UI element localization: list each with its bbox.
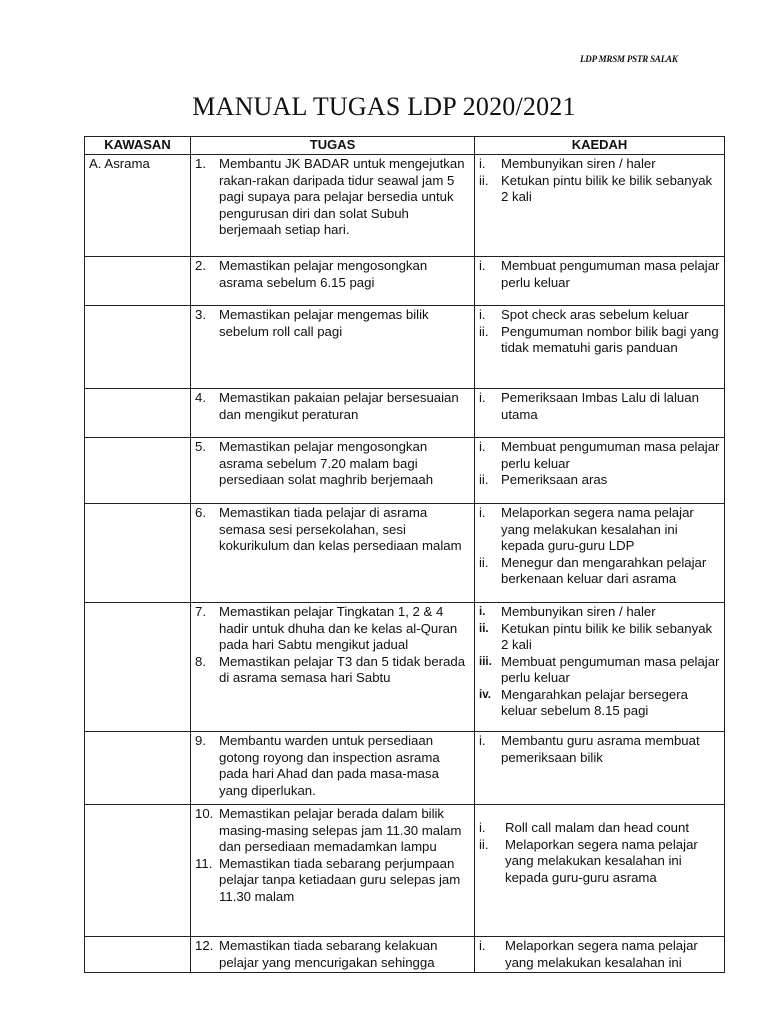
- method-item: ii. Melaporkan segera nama pelajar yang melakukan kesalahan ini kepada guru-guru asrama: [479, 836, 698, 885]
- task-cell: [191, 438, 475, 504]
- task-item: 1. Membantu JK BADAR untuk mengejutkan rakan-rakan daripada tidur seawal jam 5 pagi supaya para pelajar bersedia untuk pengurusan diri dan solat Subuh berjemaah setiap hari.: [195, 156, 465, 237]
- area-cell: [85, 504, 191, 603]
- method-item: ii. Pengumuman nombor bilik bagi yang tidak mematuhi garis panduan: [479, 323, 719, 355]
- method-item: i. Roll call malam dan head count: [479, 820, 689, 835]
- task-cell: [191, 603, 475, 732]
- header-reference: LDP MRSM PSTR SALAK: [580, 54, 678, 64]
- method-item: ii. Menegur dan mengarahkan pelajar berkenaan keluar dari asrama: [479, 554, 707, 586]
- method-item: i. Spot check aras sebelum keluar: [479, 307, 689, 322]
- method-item: i. Membantu guru asrama membuat pemeriksaan bilik: [479, 733, 700, 765]
- task-cell: [191, 257, 475, 306]
- task-item: 10. Memastikan pelajar berada dalam bilik masing-masing selepas jam 11.30 malam dan persediaan memadamkan lampu: [195, 806, 462, 854]
- method-cell: [475, 504, 725, 603]
- table-row: [85, 603, 725, 732]
- table-row: [85, 438, 725, 504]
- task-item: 12. Memastikan tiada sebarang kelakuan pelajar yang mencurigakan sehingga: [195, 938, 438, 970]
- table-row: [85, 257, 725, 306]
- area-cell: [85, 438, 191, 504]
- method-item: i. Membuat pengumuman masa pelajar perlu keluar: [479, 439, 720, 471]
- method-item: iv. Mengarahkan pelajar bersegera keluar sebelum 8.15 pagi: [479, 686, 688, 718]
- task-item: 5. Memastikan pelajar mengosongkan asrama sebelum 7.20 malam bagi persediaan solat maghrib berjemaah: [195, 439, 434, 487]
- method-cell: [475, 306, 725, 389]
- page-title: MANUAL TUGAS LDP 2020/2021: [192, 92, 576, 121]
- task-cell: [191, 805, 475, 937]
- method-cell: [475, 257, 725, 306]
- area-cell: [85, 732, 191, 805]
- table-header-row: [85, 137, 725, 155]
- table-row: [85, 504, 725, 603]
- area-cell: [85, 306, 191, 389]
- task-item: 9. Membantu warden untuk persediaan gotong royong dan inspection asrama pada hari Ahad dan pada masa-masa yang diperlukan.: [195, 733, 440, 798]
- method-item: iii. Membuat pengumuman masa pelajar perlu keluar: [479, 653, 720, 685]
- method-item: i. Membuat pengumuman masa pelajar perlu keluar: [479, 258, 720, 290]
- table-row: [85, 805, 725, 937]
- task-cell: [191, 732, 475, 805]
- method-item: ii. Pemeriksaan aras: [479, 472, 608, 487]
- table-row: [85, 306, 725, 389]
- method-item: i. Membunyikan siren / haler: [479, 604, 656, 619]
- task-cell: [191, 504, 475, 603]
- method-cell: [475, 603, 725, 732]
- area-cell: [85, 805, 191, 937]
- method-cell: [475, 805, 725, 937]
- method-item: i. Membunyikan siren / haler: [479, 156, 656, 171]
- table-row: [85, 732, 725, 805]
- method-item: ii. Ketukan pintu bilik ke bilik sebanyak 2 kali: [479, 620, 713, 652]
- method-cell: [475, 155, 725, 257]
- method-item: i. Melaporkan segera nama pelajar yang melakukan kesalahan ini kepada guru-guru LDP: [479, 505, 694, 553]
- method-cell: [475, 438, 725, 504]
- task-item: 7. Memastikan pelajar Tingkatan 1, 2 & 4 hadir untuk dhuha dan ke kelas al-Quran pada hari Sabtu mengikut jadual: [195, 604, 458, 652]
- task-item: 3. Memastikan pelajar mengemas bilik sebelum roll call pagi: [195, 307, 429, 339]
- task-cell: [191, 306, 475, 389]
- table-row: [85, 937, 725, 973]
- method-item: i. Melaporkan segera nama pelajar yang melakukan kesalahan ini: [479, 938, 698, 970]
- table-row: [85, 389, 725, 438]
- task-item: 6. Memastikan tiada pelajar di asrama semasa sesi persekolahan, sesi kokurikulum dan kelas persediaan malam: [195, 505, 462, 553]
- task-item: 2. Memastikan pelajar mengosongkan asrama sebelum 6.15 pagi: [195, 258, 428, 290]
- table-row: [85, 155, 725, 257]
- task-cell: [191, 389, 475, 438]
- area-cell: A. Asrama: [85, 155, 191, 257]
- method-cell: [475, 732, 725, 805]
- task-item: 11. Memastikan tiada sebarang perjumpaan pelajar tanpa ketiadaan guru selepas jam 11.30 malam: [195, 855, 461, 904]
- task-cell: [191, 155, 475, 257]
- column-header-tugas: TUGAS: [191, 137, 475, 155]
- area-cell: [85, 257, 191, 306]
- task-cell: [191, 937, 475, 973]
- method-item: ii. Ketukan pintu bilik ke bilik sebanyak 2 kali: [479, 172, 713, 204]
- task-item: 8. Memastikan pelajar T3 dan 5 tidak berada di asrama semasa hari Sabtu: [195, 653, 466, 685]
- area-cell: [85, 389, 191, 438]
- column-header-kaedah: KAEDAH: [475, 137, 725, 155]
- column-header-kawasan: KAWASAN: [85, 137, 191, 155]
- task-item: 4. Memastikan pakaian pelajar bersesuaian dan mengikut peraturan: [195, 390, 459, 422]
- method-item: i. Pemeriksaan Imbas Lalu di laluan utama: [479, 390, 699, 422]
- method-cell: [475, 389, 725, 438]
- duty-table: [84, 136, 725, 973]
- area-cell: [85, 603, 191, 732]
- area-cell: [85, 937, 191, 973]
- method-cell: [475, 937, 725, 973]
